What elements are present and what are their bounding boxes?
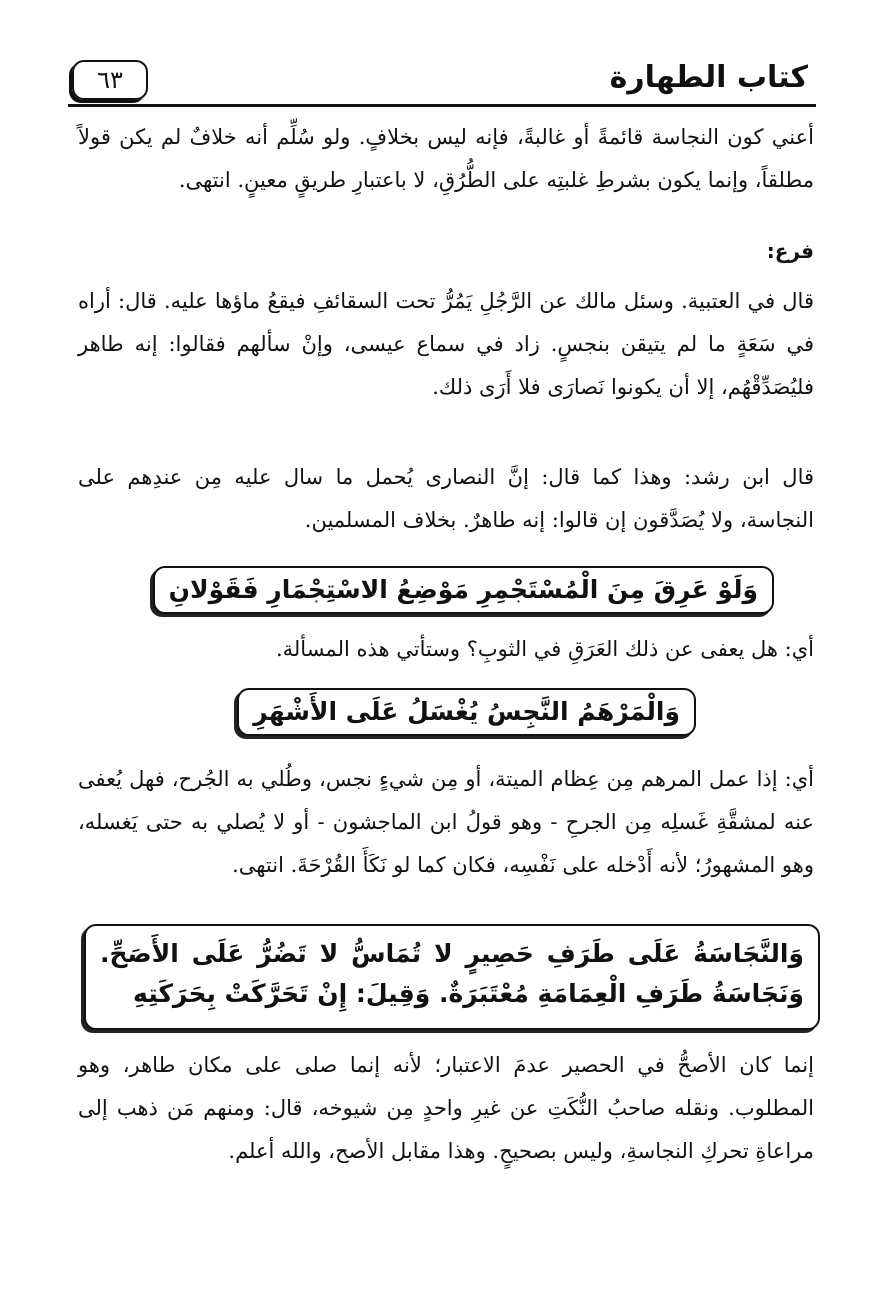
book-title: كتاب الطهارة [609,60,808,95]
header-rule [68,104,816,107]
paragraph-3: قال ابن رشد: وهذا كما قال: إنَّ النصارى يُحمل ما سال عليه مِن عندِهم على النجاسة، ولا يُصَدَّقون إن قالوا: إنه طاهرٌ. بخلاف المسلمين. [78,465,814,532]
page-header [68,56,816,108]
matn-box-1: وَلَوْ عَرِقَ مِنَ الْمُسْتَجْمِرِ مَوْضِعُ الاسْتِجْمَارِ فَقَوْلانِ [153,566,774,614]
far3-label: فرع: [766,239,814,263]
matn-box-2: وَالْمَرْهَمُ النَّجِسُ يُغْسَلُ عَلَى الأَشْهَرِ [237,688,696,736]
paragraph-2: قال في العتبية. وسئل مالك عن الرَّجُلِ يَمُرُّ تحت السقائفِ فيقعُ ماؤها عليه. قال: أراه في سَعَةٍ ما لم يتيقن بنجسٍ. زاد في سماع عيسى، وإنْ سألهم فقالوا: إنه طاهر فليُصَدِّقْهُم، إلا أن يكونوا نَصارَى فلا أَرَى ذلك. [78,289,814,399]
paragraph-5: أي: إذا عمل المرهم مِن عِظام الميتة، أو مِن شيءٍ نجس، وطُلي به الجُرح، فهل يُعفى عنه لمشقَّةِ غَسلِه مِن الجرحِ - وهو قولُ ابن الماجشون - أو لا يُصلي به حتى يَغسله، وهو المشهورُ؛ لأنه أَدْخله على نَفْسِه، فكان كما لو نَكَأَ القُرْحَةَ. انتهى. [78,767,814,877]
paragraph-1: أعني كون النجاسة قائمةً أو غالبةً، فإنه ليس بخلافٍ. ولو سُلِّم أنه خلافٌ لم يكن قولاً مطلقاً، وإنما يكون بشرطِ غلبتِه على الطُّرُقِ، لا باعتبارِ طريقٍ معينٍ. انتهى. [78,125,814,192]
matn-box-3: وَالنَّجَاسَةُ عَلَى طَرَفِ حَصِيرٍ لا تُمَاسُّ لا تَضُرُّ عَلَى الأَصَحِّ. وَنَجَاسَةُ طَرَفِ الْعِمَامَةِ مُعْتَبَرَةٌ. وَقِيلَ: إِنْ تَحَرَّكَتْ بِحَرَكَتِهِ [84,924,820,1030]
paragraph-4: أي: هل يعفى عن ذلك العَرَقِ في الثوبِ؟ وستأتي هذه المسألة. [275,637,814,661]
paragraph-6: إنما كان الأصحُّ في الحصير عدمَ الاعتبار؛ لأنه إنما صلى على مكان طاهر، وهو المطلوب. ونقله صاحبُ النُّكَتِ عن غيرِ واحدٍ مِن شيوخه، قال: ومنهم مَن ذهب إلى مراعاةِ تحركِ النجاسةِ، وليس بصحيحٍ. وهذا مقابل الأصح، والله أعلم. [78,1053,814,1163]
page-number: ٦٣ [72,60,148,100]
